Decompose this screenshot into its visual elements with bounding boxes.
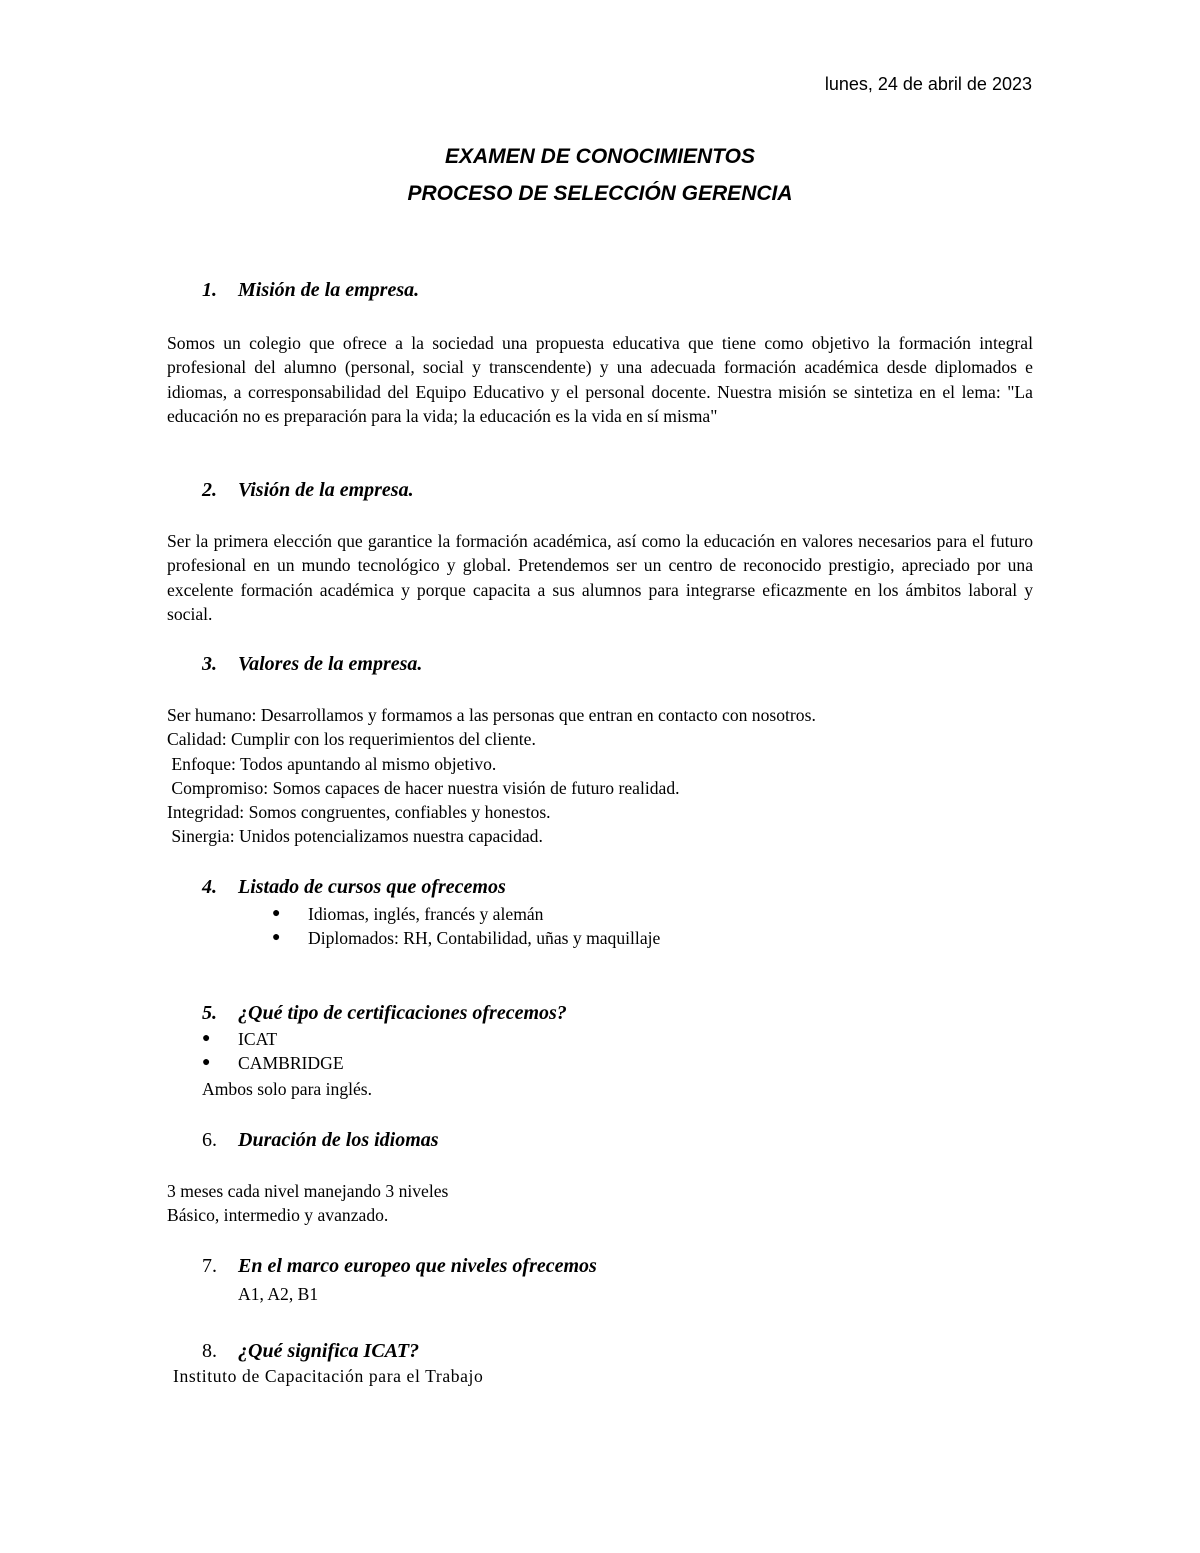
document-page: lunes, 24 de abril de 2023 EXAMEN DE CONOCIMIENTOS PROCESO DE SELECCIÓN GERENCIA 1. Misión de la empresa. Somos un colegio que ofrece a la sociedad una propuesta educativa que tiene como objetivo la formación integral profesional del alumno (personal, social y transcendente) y una adecuada formación académica desde diplomados e idiomas, a corresponsabilidad del Equipo Educativo y el personal docente. Nuestra misión se sintetiza en el lema: "La educación no es preparación para la vida; la educación es la vida en sí misma" 2. Visión de la empresa. Ser la primera elección que garantice la formación académica, así como la educación en valores necesarios para el futuro profesional en un mundo tecnológico y global. Pretendemos ser un centro de reconocido prestigio, apreciado por una excelente formación académica y porque capacita a sus alumnos para integrarse eficazmente en los ámbitos laboral y social. 3. Valores de la empresa. Ser humano: Desarrollamos y formamos a las personas que entran en contacto con nosotros. Calidad: Cumplir con los requerimientos del cliente. Enfoque: Todos apuntando al mismo objetivo. Compromiso: Somos capaces de hacer nuestra visión de futuro realidad. Integridad: Somos congruentes, confiables y honestos. Sinergia: Unidos potencializamos nuestra capacidad. 4. Listado de cursos que ofrecemos ● Idiomas, inglés, francés y alemán ● Diplomados: RH, Contabilidad, uñas y maquillaje 5. ¿Qué tipo de certificaciones ofrecemos? ● ICAT ● CAMBRIDGE Ambos solo para inglés. 6. Duración de los idiomas 3 meses cada nivel manejando 3 niveles Básico, intermedio y avanzado. 7. En el marco europeo que niveles ofrecemos A1, A2, B1 8. ¿Qué significa ICAT? Instituto de Capacitación para el Trabajo [0,0,1200,1553]
value-line: Ser humano: Desarrollamos y formamos a las personas que entran en contacto con nosotros. [167,705,816,725]
vision-paragraph: Ser la primera elección que garantice la formación académica, así como la educación en valores necesarios para el futuro profesional en un mundo tecnológico y global. Pretendemos ser un centro de reconocido prestigio, apreciado por una excelente formación académica y porque capacita a sus alumnos para integrarse eficazmente en los ámbitos laboral y social. [167,531,1033,624]
section-number: 1. [202,279,217,301]
value-line: Integridad: Somos congruentes, confiables y honestos. [167,802,551,822]
bullet-icon: ● [202,1031,211,1046]
document-title: EXAMEN DE CONOCIMIENTOS [445,145,755,168]
section-title: Visión de la empresa. [238,479,414,501]
section-title: Listado de cursos que ofrecemos [238,876,506,898]
section-number: 4. [202,876,217,898]
icat-answer: Instituto de Capacitación para el Trabajo [173,1366,484,1386]
duration-line: Básico, intermedio y avanzado. [167,1205,389,1225]
bullet-icon: ● [202,1055,211,1070]
section-number: 6. [202,1129,217,1151]
value-line: Enfoque: Todos apuntando al mismo objetivo. [167,754,497,774]
certifications-note: Ambos solo para inglés. [202,1079,373,1099]
section-title: ¿Qué significa ICAT? [238,1340,420,1362]
duration-line: 3 meses cada nivel manejando 3 niveles [167,1181,449,1201]
section-number: 8. [202,1340,217,1362]
bullet-icon: ● [272,930,281,945]
value-line: Compromiso: Somos capaces de hacer nuestra visión de futuro realidad. [167,778,680,798]
levels-answer: A1, A2, B1 [238,1284,319,1304]
section-title: Valores de la empresa. [238,653,423,675]
value-line: Calidad: Cumplir con los requerimientos del cliente. [167,729,536,749]
section-number: 7. [202,1255,217,1277]
section-number: 5. [202,1002,217,1024]
section-number: 2. [202,479,217,501]
section-title: Misión de la empresa. [238,279,420,301]
value-line: Sinergia: Unidos potencializamos nuestra capacidad. [167,826,543,846]
document-date: lunes, 24 de abril de 2023 [824,74,1032,94]
section-title: ¿Qué tipo de certificaciones ofrecemos? [238,1002,567,1024]
bullet-icon: ● [272,906,281,921]
mission-paragraph: Somos un colegio que ofrece a la sociedad una propuesta educativa que tiene como objetivo la formación integral profesional del alumno (personal, social y transcendente) y una adecuada formación académica desde diplomados e idiomas, a corresponsabilidad del Equipo Educativo y el personal docente. Nuestra misión se sintetiza en el lema: "La educación no es preparación para la vida; la educación es la vida en sí misma" [167,333,1033,426]
document-subtitle: PROCESO DE SELECCIÓN GERENCIA [407,182,793,205]
section-number: 3. [202,653,217,675]
section-title: En el marco europeo que niveles ofrecemos [238,1255,597,1277]
section-title: Duración de los idiomas [238,1129,439,1151]
